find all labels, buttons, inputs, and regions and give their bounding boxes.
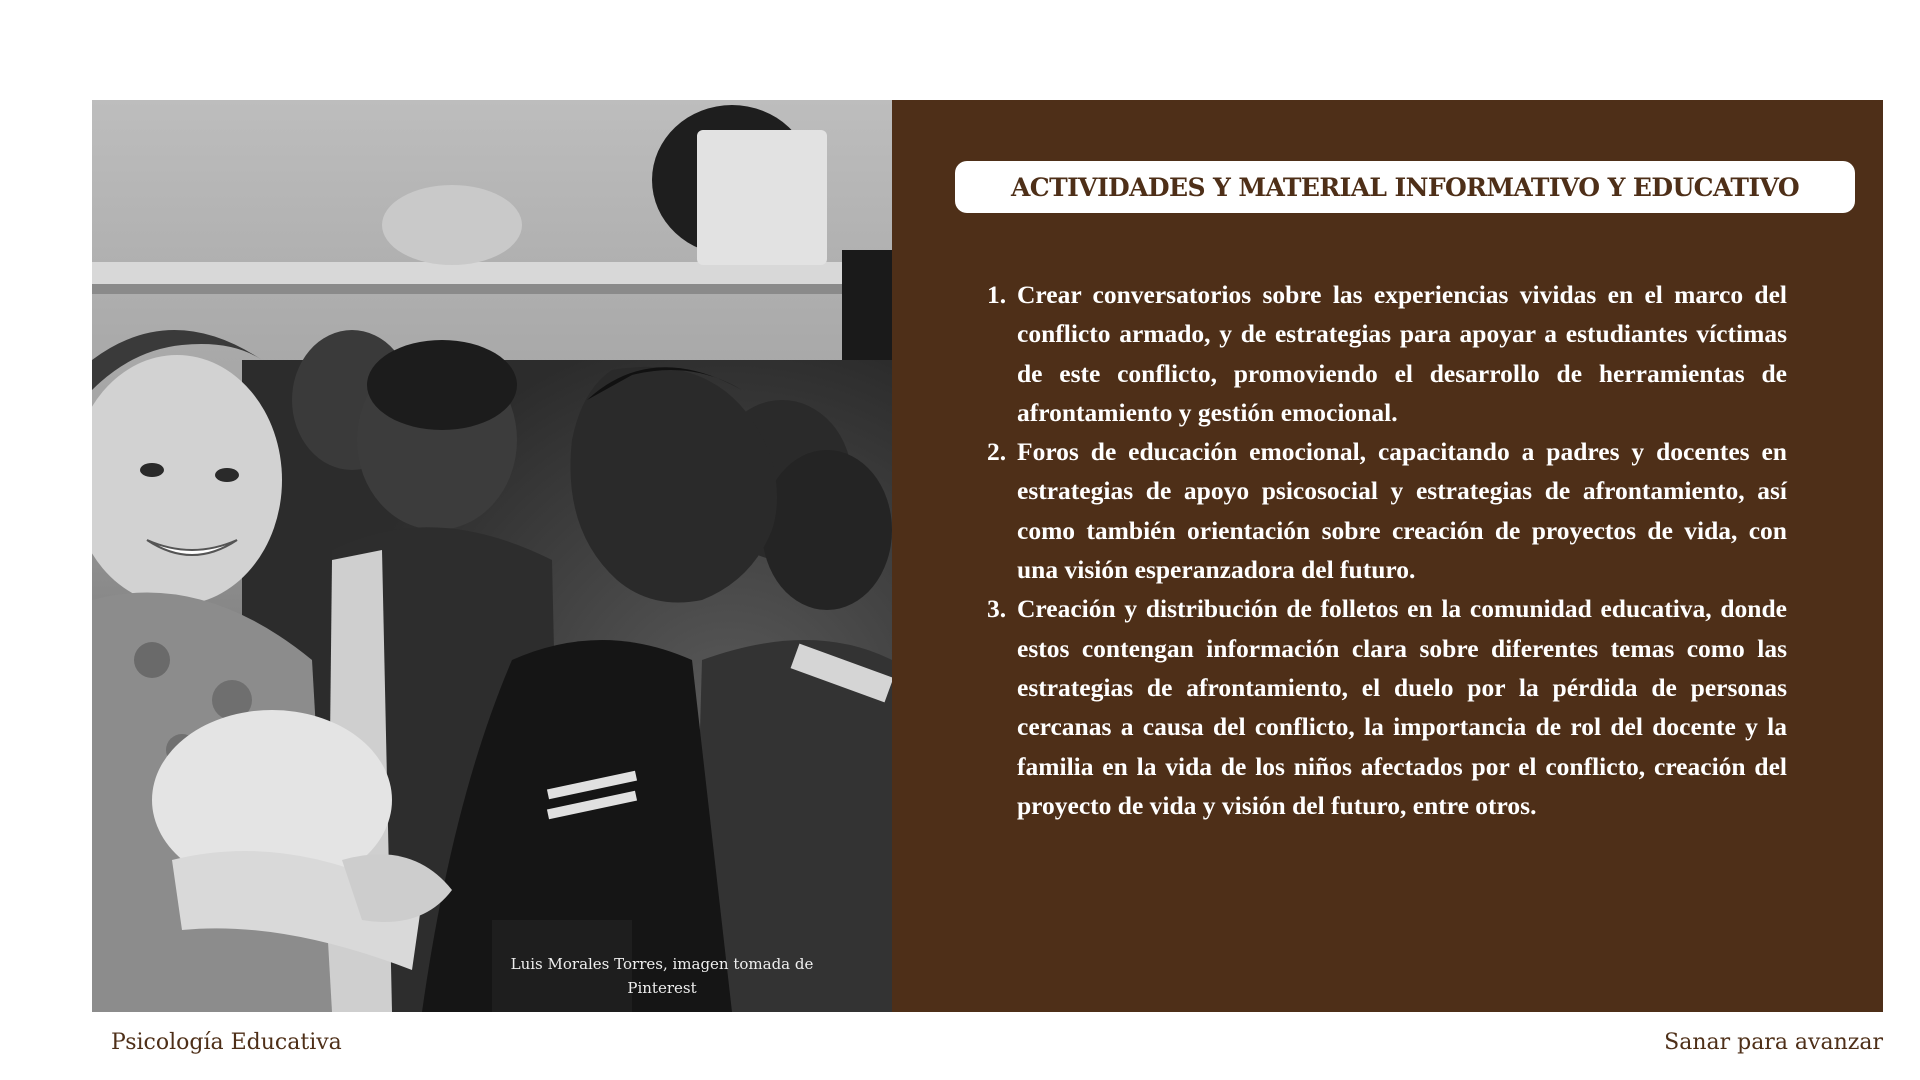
footer-tagline: Sanar para avanzar (1664, 1030, 1883, 1055)
photo-credit: Luis Morales Torres, imagen tomada de Pinterest (510, 955, 814, 997)
title-box (955, 161, 1855, 213)
activity-item-2 (987, 432, 1787, 589)
activity-item-1 (987, 275, 1787, 432)
children-photo (92, 100, 892, 1012)
footer-course-name: Psicología Educativa (111, 1030, 342, 1055)
photo-illustration (92, 100, 892, 1012)
activity-text: Crear conversatorios sobre las experiencias vividas en el marco del conflicto armado, y de estrategias para apoyar a estudiantes víctimas de este conflicto, promoviendo el desarrollo de herramientas de afrontamiento y gestión emocional. (1017, 280, 1787, 427)
activity-number: 3. (987, 594, 1007, 624)
activity-list (987, 275, 1787, 825)
panel-title: ACTIVIDADES Y MATERIAL INFORMATIVO Y EDUCATIVO (1010, 172, 1800, 202)
activity-number: 1. (987, 280, 1007, 309)
activity-text: Foros de educación emocional, capacitando a padres y docentes en estrategias de apoyo psicosocial y estrategias de afrontamiento, así como también orientación sobre creación de proyectos de vida, con una visión esperanzadora del futuro. (1017, 437, 1787, 585)
activities-panel (892, 100, 1883, 1012)
activity-number: 2. (987, 437, 1007, 467)
activity-text: Creación y distribución de folletos en la comunidad educativa, donde estos contengan información clara sobre diferentes temas como las estrategias de afrontamiento, el duelo por la pérdida de personas cercanas a causa del conflicto, la importancia de rol del docente y la familia en la vida de los niños afectados por el conflicto, creación del proyecto de vida y visión del futuro, entre otros. (1017, 594, 1787, 820)
activity-item-3 (987, 589, 1787, 825)
